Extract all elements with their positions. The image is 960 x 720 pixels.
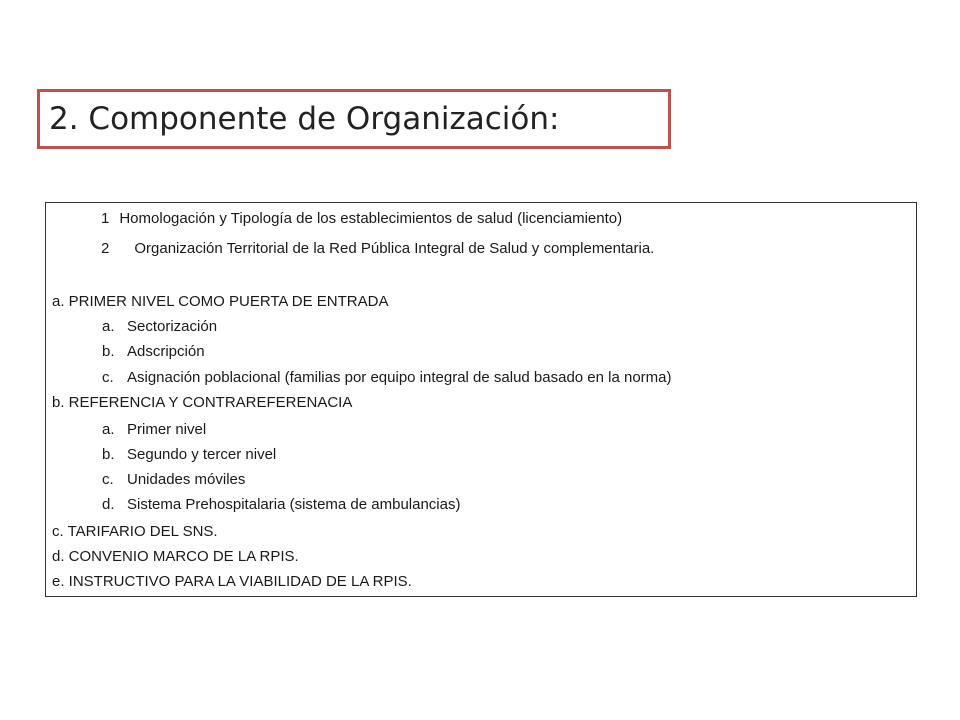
list-item-marker: a. <box>102 318 115 335</box>
list-item-text: Unidades móviles <box>127 471 246 488</box>
list-item-marker: b. <box>102 343 115 360</box>
list-item-text: Sectorización <box>127 318 218 335</box>
numbered-item-2-num: 2 <box>101 240 110 257</box>
list-item-marker: c. <box>102 369 114 386</box>
list-item-marker: a. <box>102 421 115 438</box>
list-item-text: Segundo y tercer nivel <box>127 446 277 463</box>
list-item-text: Sistema Prehospitalaria (sistema de ambulancias) <box>127 496 461 513</box>
numbered-item-1-text: Homologación y Tipología de los establecimientos de salud (licenciamiento) <box>119 210 623 227</box>
list-item-text: Adscripción <box>127 343 205 360</box>
content-box <box>45 202 917 597</box>
list-item-marker: b. <box>102 446 115 463</box>
list-item-text: Primer nivel <box>127 421 207 438</box>
section-c-heading: c. TARIFARIO DEL SNS. <box>52 523 218 540</box>
numbered-item-2 <box>101 240 654 257</box>
title-box <box>37 89 671 149</box>
section-b-heading: b. REFERENCIA Y CONTRAREFERENACIA <box>52 394 353 411</box>
section-e-heading: e. INSTRUCTIVO PARA LA VIABILIDAD DE LA RPIS. <box>52 573 412 590</box>
list-item-marker: d. <box>102 496 115 513</box>
numbered-item-1-num: 1 <box>101 210 110 227</box>
page-title: 2. Componente de Organización: <box>49 101 560 137</box>
list-item-marker: c. <box>102 471 114 488</box>
list-item-text: Asignación poblacional (familias por equipo integral de salud basado en la norma) <box>127 369 672 386</box>
section-a-heading: a. PRIMER NIVEL COMO PUERTA DE ENTRADA <box>52 293 389 310</box>
numbered-item-1 <box>101 210 622 227</box>
numbered-item-2-text: Organización Territorial de la Red Pública Integral de Salud y complementaria. <box>134 240 655 257</box>
section-d-heading: d. CONVENIO MARCO DE LA RPIS. <box>52 548 299 565</box>
